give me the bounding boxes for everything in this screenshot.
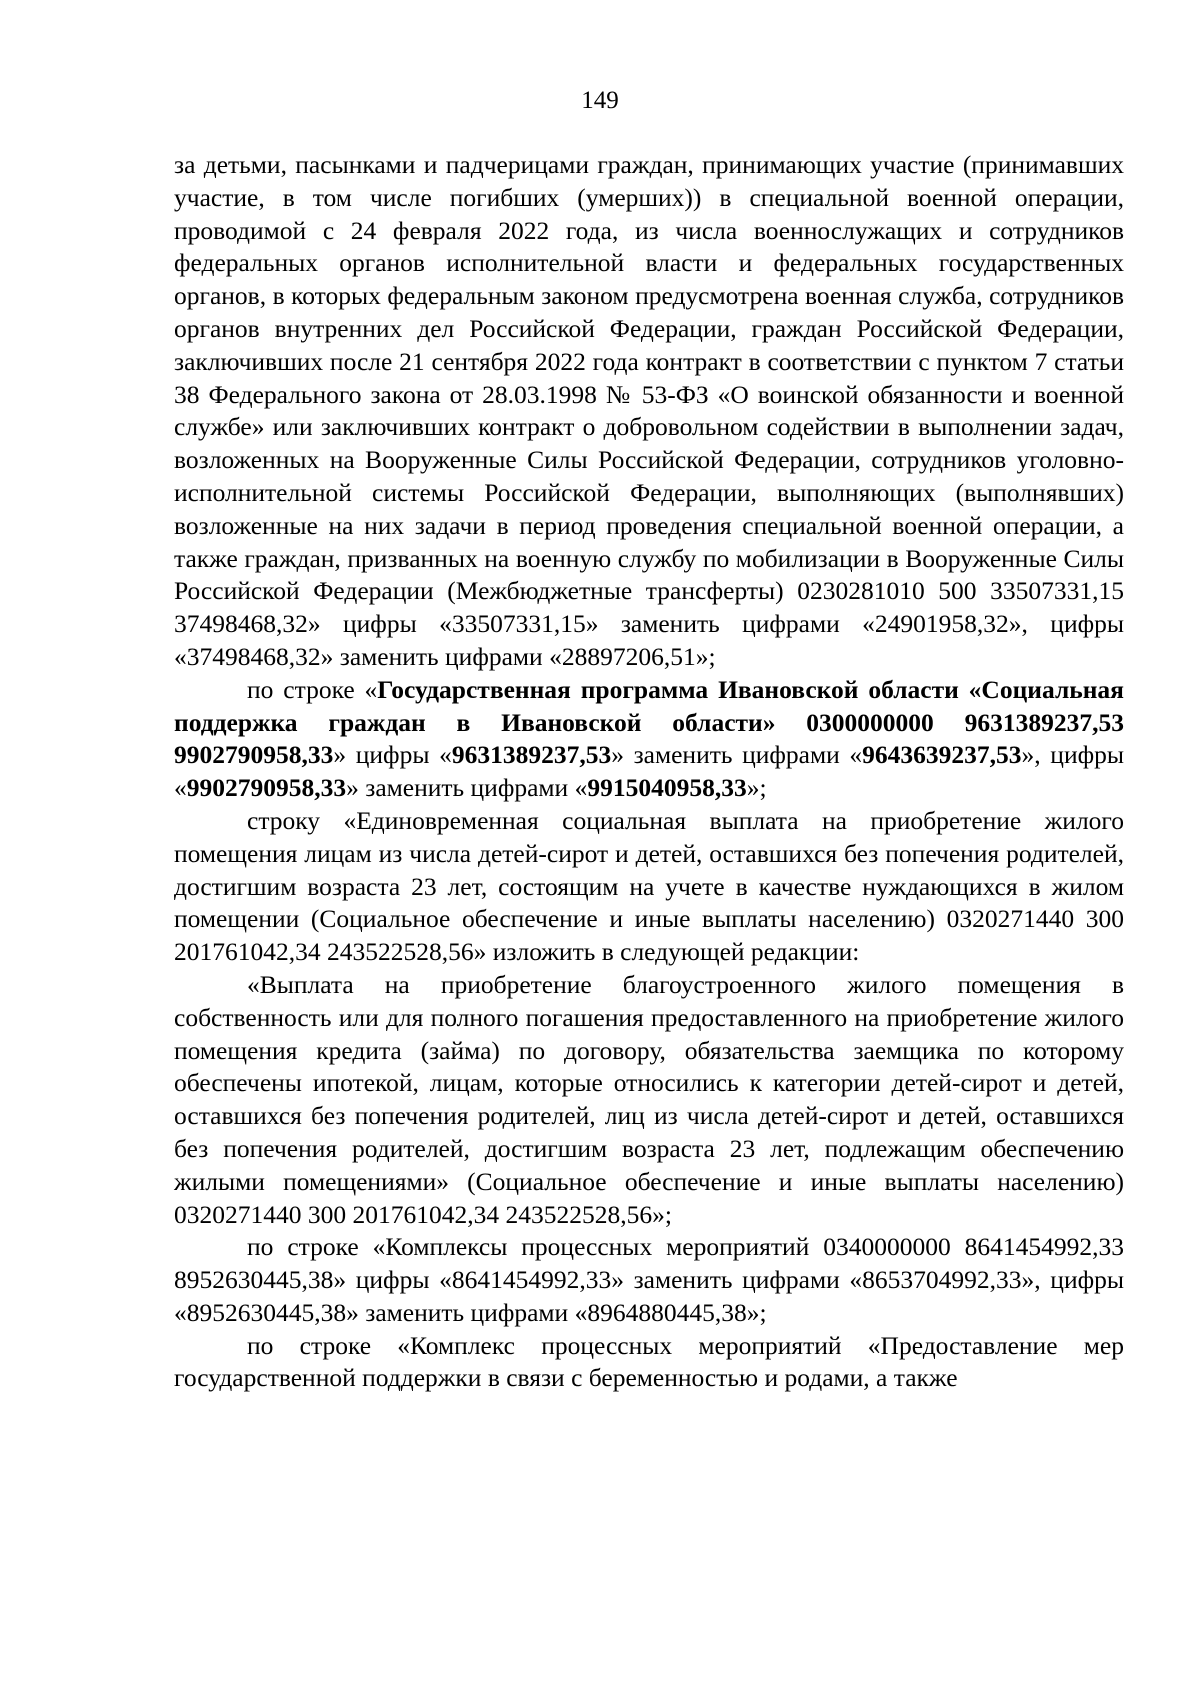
bold-old-value-2: 9902790958,33 <box>186 773 347 803</box>
bold-old-value-1: 9631389237,53 <box>451 740 612 770</box>
page-number: 149 <box>581 87 619 114</box>
text-run: » цифры « <box>333 740 452 770</box>
paragraph-continuation: за детьми, пасынками и падчерицами граждан, принимающих участие (принимавших участие, в том числе погибших (умерших)) в специальной военной операции, проводимой с 24 февраля 2022 года, из числа военнослужащих и сотрудников федеральных органов исполнительной власти и федеральных государственных органов, в которых федеральным законом предусмотрена военная служба, сотрудников органов внутренних дел Российской Федерации, граждан Российской Федерации, заключивших после 21 сентября 2022 года контракт в соответствии с пунктом 7 статьи 38 Федерального закона от 28.03.1998 № 53-ФЗ «О воинской обязанности и военной службе» или заключивших контракт о добровольном содействии в выполнении задач, возложенных на Вооруженные Силы Российской Федерации, сотрудников уголовно-исполнительной системы Российской Федерации, выполняющих (выполнявших) возложенные на них задачи в период проведения специальной военной операции, а также граждан, призванных на военную службу по мобилизации в Вооруженные Силы Российской Федерации (Межбюджетные трансферты) 0230281010 500 33507331,15 37498468,32» цифры «33507331,15» заменить цифрами «24901958,32», цифры «37498468,32» заменить цифрами «28897206,51»; <box>174 150 1124 671</box>
paragraph-process-complexes: по строке «Комплексы процессных мероприятий 0340000000 8641454992,33 8952630445,38» цифры «8641454992,33» заменить цифрами «8653704992,33», цифры «8952630445,38» заменить цифрами «8964880445,38»; <box>174 1232 1124 1327</box>
paragraph-lump-sum-payment: строку «Единовременная социальная выплата на приобретение жилого помещения лицам из числа детей-сирот и детей, оставшихся без попечения родителей, достигшим возраста 23 лет, состоящим на учете в качестве нуждающихся в жилом помещении (Социальное обеспечение и иные выплаты населению) 0320271440 300 201761042,34 243522528,56» изложить в следующей редакции: <box>174 805 1124 967</box>
text-run: » заменить цифрами « <box>346 773 588 803</box>
paragraph-process-complex-support: по строке «Комплекс процессных мероприятий «Предоставление мер государственной поддержки в связи с беременностью и родами, а также <box>174 1330 1124 1393</box>
bold-new-value-2: 9915040958,33 <box>587 773 747 803</box>
text-run: » заменить цифрами « <box>611 740 863 770</box>
text-run: »; <box>746 773 767 803</box>
bold-new-value-1: 9643639237,53 <box>862 740 1022 770</box>
document-body <box>174 149 1124 1395</box>
paragraph-new-wording: «Выплата на приобретение благоустроенного жилого помещения в собственность или для полного погашения предоставленного на приобретение жилого помещения кредита (займа) по договору, обязательства заемщика по которому обеспечены ипотекой, лицам, которые относились к категории детей-сирот и детей, оставшихся без попечения родителей, лиц из числа детей-сирот и детей, оставшихся без попечения родителей, достигшим возраста 23 лет, подлежащим обеспечению жилыми помещениями» (Социальное обеспечение и иные выплаты населению) 0320271440 300 201761042,34 243522528,56»; <box>174 969 1124 1229</box>
bold-program-title: Государственная программа Ивановской области «Социальная поддержка граждан в Ивановской области» 0300000000 9631389237,53 9902790958,33 <box>174 674 1124 770</box>
paragraph-state-program <box>174 674 1124 805</box>
text-run: по строке « <box>247 674 378 704</box>
text-run: », цифры « <box>174 740 1124 803</box>
